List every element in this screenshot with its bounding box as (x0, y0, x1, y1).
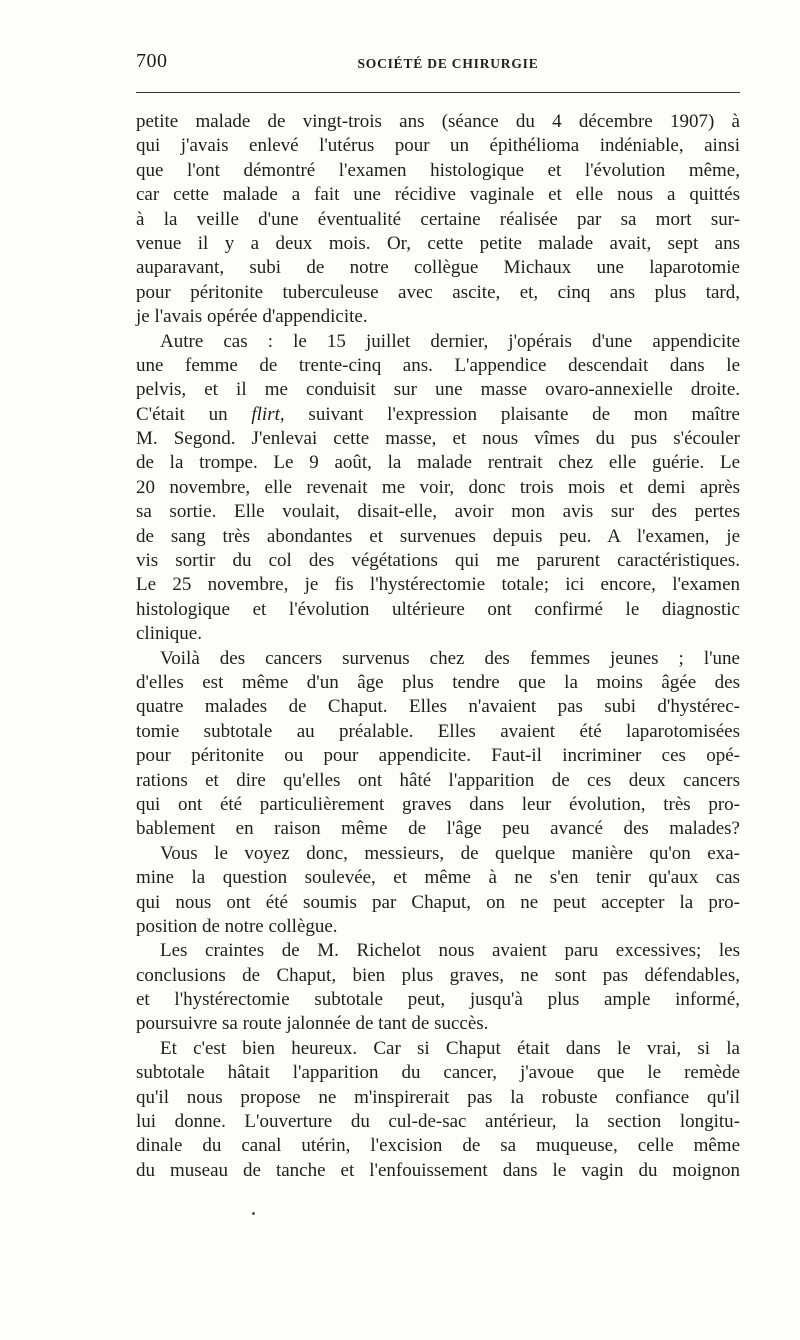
text-line: Les craintes de M. Richelot nous avaient paru excessives; les (160, 940, 740, 962)
text-line: Voilà des cancers survenus chez des femmes jeunes ; l'une (160, 647, 740, 669)
text-line: Autre cas : le 15 juillet dernier, j'opérais d'une appendicite (160, 330, 740, 352)
text-line: qui nous ont été soumis par Chaput, on ne peut accepter la pro- (136, 891, 740, 913)
page-number: 700 (136, 50, 168, 72)
text-line: que l'ont démontré l'examen histologique et l'évolution même, (136, 159, 740, 181)
text-line: 20 novembre, elle revenait me voir, donc trois mois et demi après (136, 476, 740, 498)
text-line: conclusions de Chaput, bien plus graves, ne sont pas défendables, (136, 964, 740, 986)
paragraph-1 (136, 110, 740, 330)
paragraph-3 (136, 647, 740, 842)
header-rule (136, 92, 740, 93)
text-line: et l'hystérectomie subtotale peut, jusqu'à plus ample informé, (136, 989, 740, 1011)
text-line: poursuivre sa route jalonnée de tant de succès. (136, 1013, 489, 1035)
text-line: de la trompe. Le 9 août, la malade rentrait chez elle guérie. Le (136, 452, 740, 474)
paragraph-6 (136, 1037, 740, 1183)
page-header (136, 50, 740, 80)
text-line: de sang très abondantes et survenues depuis peu. A l'examen, je (136, 525, 740, 547)
text-line: tomie subtotale au préalable. Elles avaient été laparotomisées (136, 720, 740, 742)
text-line: Et c'est bien heureux. Car si Chaput était dans le vrai, si la (160, 1037, 740, 1059)
text-line: subtotale hâtait l'apparition du cancer, j'avoue que le remède (136, 1062, 740, 1084)
text-line: car cette malade a fait une récidive vaginale et elle nous a quittés (136, 184, 740, 206)
text-line: du museau de tanche et l'enfouissement dans le vagin du moignon (136, 1159, 740, 1181)
text-line: position de notre collègue. (136, 915, 338, 937)
text-line: histologique et l'évolution ultérieure ont confirmé le diagnostic (136, 598, 740, 620)
text-line: Le 25 novembre, je fis l'hystérectomie totale; ici encore, l'examen (136, 574, 740, 596)
text-line: une femme de trente-cinq ans. L'appendice descendait dans le (136, 354, 740, 376)
print-speck (252, 1212, 255, 1215)
text-line: d'elles est même d'un âge plus tendre que la moins âgée des (136, 671, 740, 693)
text-line: Vous le voyez donc, messieurs, de quelque manière qu'on exa- (160, 842, 740, 864)
text-line: dinale du canal utérin, l'excision de sa muqueuse, celle même (136, 1135, 740, 1157)
text-line: bablement en raison même de l'âge peu avancé des malades? (136, 818, 740, 840)
text-line: qui ont été particulièrement graves dans leur évolution, très pro- (136, 793, 740, 815)
text-line: lui donne. L'ouverture du cul-de-sac antérieur, la section longitu- (136, 1111, 740, 1133)
text-line: qu'il nous propose ne m'inspirerait pas la robuste confiance qu'il (136, 1086, 740, 1108)
text-line: clinique. (136, 623, 202, 645)
text-line: qui j'avais enlevé l'utérus pour un épithélioma indéniable, ainsi (136, 135, 740, 157)
text-line: pelvis, et il me conduisit sur une masse ovaro-annexielle droite. (136, 379, 740, 401)
text-line: auparavant, subi de notre collègue Michaux une laparotomie (136, 257, 740, 279)
text-line: petite malade de vingt-trois ans (séance du 4 décembre 1907) à (136, 111, 740, 132)
text-line: rations et dire qu'elles ont hâté l'apparition de ces deux cancers (136, 769, 740, 791)
paragraph-4 (136, 842, 740, 940)
text-line: vis sortir du col des végétations qui me parurent caractéristiques. (136, 550, 740, 572)
text-line: quatre malades de Chaput. Elles n'avaient pas subi d'hystérec- (136, 696, 740, 718)
paragraph-2 (136, 330, 740, 647)
text-line: mine la question soulevée, et même à ne s'en tenir qu'aux cas (136, 867, 740, 889)
text-line: pour péritonite tuberculeuse avec ascite, et, cinq ans plus tard, (136, 281, 740, 303)
body-text (136, 110, 740, 1183)
running-title: SOCIÉTÉ DE CHIRURGIE (357, 56, 539, 71)
text-line-with-italic (136, 403, 740, 427)
text-line: pour péritonite ou pour appendicite. Faut-il incriminer ces opé- (136, 745, 740, 767)
text-line: je l'avais opérée d'appendicite. (136, 306, 368, 328)
text-line: à la veille d'une éventualité certaine réalisée par sa mort sur- (136, 208, 740, 230)
text-line: venue il y a deux mois. Or, cette petite malade avait, sept ans (136, 232, 740, 254)
text-segment: C'était un (136, 403, 252, 425)
text-line: sa sortie. Elle voulait, disait-elle, avoir mon avis sur des pertes (136, 501, 740, 523)
text-line: M. Segond. J'enlevai cette masse, et nous vîmes du pus s'écouler (136, 428, 740, 450)
italic-word: flirt (251, 403, 280, 425)
paragraph-5 (136, 939, 740, 1037)
text-segment: , suivant l'expression plaisante de mon maître (279, 403, 740, 425)
